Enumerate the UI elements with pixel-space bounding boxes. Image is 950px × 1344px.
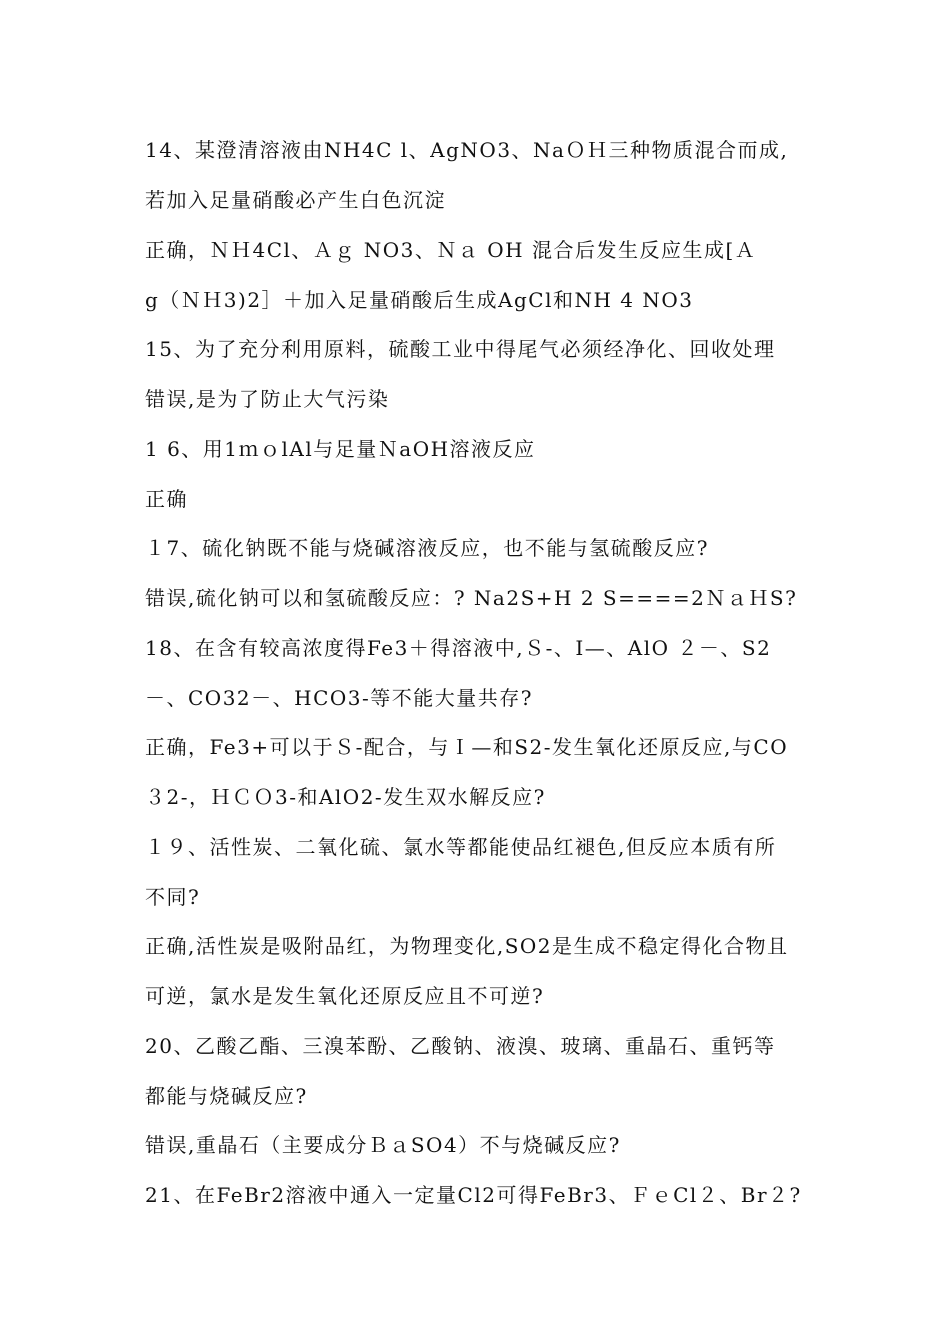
text-line: 正确 (145, 487, 188, 511)
text-line: 都能与烧碱反应? (145, 1084, 308, 1108)
text-line: 21、在FeBr2溶液中通入一定量Cl2可得FeBr3、ＦｅCl２、Br２? (145, 1183, 802, 1207)
text-line: 可逆，氯水是发生氧化还原反应且不可逆? (145, 984, 545, 1008)
text-line: １7、硫化钠既不能与烧碱溶液反应，也不能与氢硫酸反应? (145, 536, 709, 560)
text-line: 18、在含有较高浓度得Fe3＋得溶液中,Ｓ-、I—、AlO ２－、S2 (145, 636, 772, 660)
text-line: 20、乙酸乙酯、三溴苯酚、乙酸钠、液溴、玻璃、重晶石、重钙等 (145, 1034, 776, 1058)
text-line: g（ＮＨ3)2］＋加入足量硝酸后生成AgCl和NH 4 NO3 (145, 288, 694, 312)
text-line: 14、某澄清溶液由NH4C l、AgNO3、NaＯＨ三种物质混合而成, (145, 138, 789, 162)
text-line: －、CO32－、HCO3-等不能大量共存? (145, 686, 533, 710)
text-line: 错误,硫化钠可以和氢硫酸反应：? Na2S+H 2 S====2ＮａＨS? (145, 586, 798, 610)
text-line: 1 6、用1ｍｏlAl与足量ＮaOH溶液反应 (145, 437, 536, 461)
text-line: １９、活性炭、二氧化硫、氯水等都能使品红褪色,但反应本质有所 (145, 835, 777, 859)
text-line: 错误,是为了防止大气污染 (145, 387, 390, 411)
text-line: 若加入足量硝酸必产生白色沉淀 (145, 188, 446, 212)
text-line: 正确，Fe3+可以于Ｓ-配合，与Ｉ—和S2-发生氧化还原反应,与CO (145, 735, 789, 759)
text-line: 正确,活性炭是吸附品红，为物理变化,SO2是生成不稳定得化合物且 (145, 934, 789, 958)
text-line: 错误,重晶石（主要成分ＢａSO4）不与烧碱反应? (145, 1133, 621, 1157)
text-line: 不同? (145, 885, 201, 909)
text-line: 15、为了充分利用原料，硫酸工业中得尾气必须经净化、回收处理 (145, 337, 776, 361)
text-line: ３2-，ＨＣＯ3-和AlO2-发生双水解反应? (145, 785, 546, 809)
text-line: 正确，ＮＨ4Cl、Ａｇ NO3、Ｎａ OH 混合后发生反应生成[Ａ (145, 238, 757, 262)
